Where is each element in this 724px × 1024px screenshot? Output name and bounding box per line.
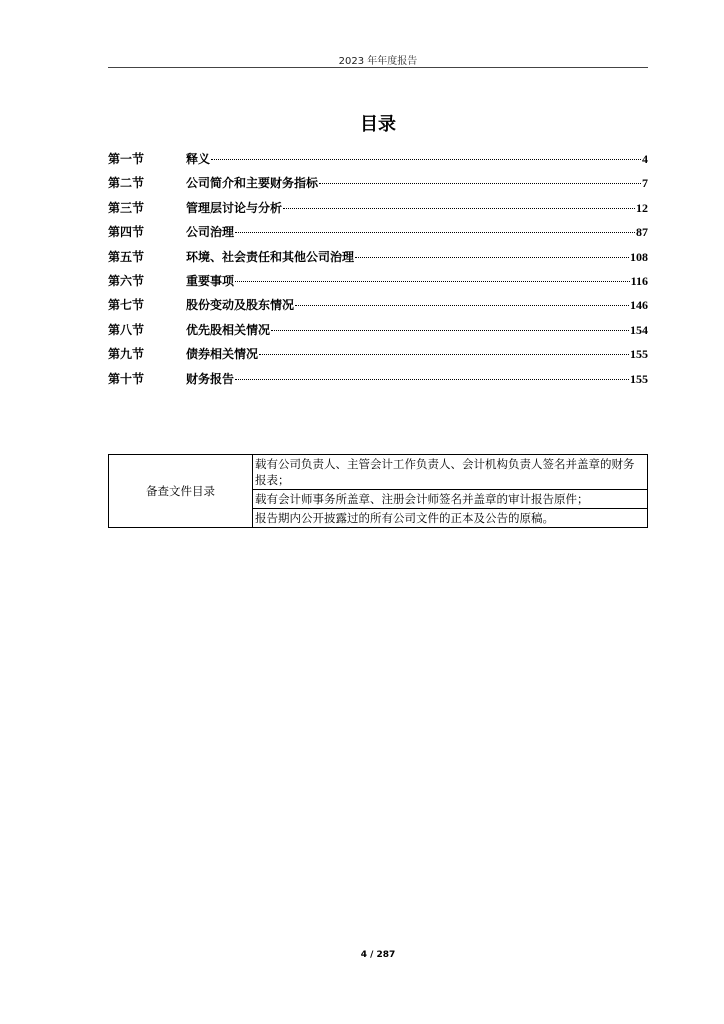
toc-section-number: 第五节 bbox=[108, 249, 145, 264]
toc-link[interactable] bbox=[186, 150, 648, 167]
toc-page-number: 4 bbox=[642, 152, 648, 166]
toc-page-number: 146 bbox=[630, 298, 648, 313]
toc-link[interactable] bbox=[186, 174, 648, 191]
toc-link[interactable] bbox=[186, 223, 648, 240]
toc-entry-title: 债券相关情况 bbox=[186, 347, 259, 362]
toc-entry-title: 管理层讨论与分析 bbox=[186, 200, 283, 215]
toc-entry-title: 重要事项 bbox=[186, 273, 235, 288]
toc-page-number: 155 bbox=[630, 371, 648, 386]
header-divider bbox=[108, 67, 648, 68]
toc-row bbox=[108, 150, 648, 174]
toc-title: 目录 bbox=[360, 114, 396, 135]
toc-entry-title: 环境、社会责任和其他公司治理 bbox=[186, 249, 355, 264]
page-number-footer: 4 / 287 bbox=[360, 950, 396, 960]
reference-document-item: 载有会计师事务所盖章、注册会计师签名并盖章的审计报告原件； bbox=[253, 490, 648, 509]
page-header: 2023 年年度报告 bbox=[338, 56, 418, 67]
toc-dot-leader bbox=[235, 379, 629, 380]
toc-dot-leader bbox=[235, 281, 630, 282]
toc-section-number: 第一节 bbox=[108, 152, 145, 166]
toc-dot-leader bbox=[271, 330, 629, 331]
toc-dot-leader bbox=[259, 354, 629, 355]
toc-section-number: 第六节 bbox=[108, 273, 145, 288]
toc-section-number: 第九节 bbox=[108, 347, 145, 362]
toc-page-number: 155 bbox=[630, 347, 648, 362]
toc-row bbox=[108, 199, 648, 223]
toc-entry-title: 公司治理 bbox=[186, 225, 235, 240]
toc-row bbox=[108, 296, 648, 320]
toc-page-number: 108 bbox=[630, 249, 648, 264]
toc-entry-title: 公司简介和主要财务指标 bbox=[186, 176, 319, 191]
table-row bbox=[109, 455, 648, 490]
toc-dot-leader bbox=[319, 183, 641, 184]
toc-link[interactable] bbox=[186, 272, 648, 289]
toc-entry-title: 优先股相关情况 bbox=[186, 322, 271, 337]
toc-section-number: 第三节 bbox=[108, 200, 145, 215]
toc-dot-leader bbox=[295, 305, 629, 306]
toc-dot-leader bbox=[235, 232, 635, 233]
toc-link[interactable] bbox=[186, 321, 648, 338]
toc-row bbox=[108, 345, 648, 369]
toc-dot-leader bbox=[211, 159, 641, 160]
toc-page-number: 7 bbox=[642, 176, 648, 191]
toc-row bbox=[108, 370, 648, 394]
toc-row bbox=[108, 174, 648, 198]
toc-link[interactable] bbox=[186, 345, 648, 362]
reference-documents-heading: 备查文件目录 bbox=[109, 455, 253, 528]
toc-dot-leader bbox=[355, 257, 629, 258]
toc-link[interactable] bbox=[186, 199, 648, 216]
toc-entry-title: 释义 bbox=[186, 152, 211, 166]
toc-row bbox=[108, 321, 648, 345]
toc-page-number: 154 bbox=[630, 322, 648, 337]
toc-section-number: 第七节 bbox=[108, 298, 145, 313]
toc-row bbox=[108, 248, 648, 272]
toc-link[interactable] bbox=[186, 296, 648, 313]
toc-link[interactable] bbox=[186, 370, 648, 387]
toc-page-number: 12 bbox=[636, 200, 648, 215]
toc-row bbox=[108, 223, 648, 247]
toc-page-number: 87 bbox=[636, 225, 648, 240]
toc-section-number: 第十节 bbox=[108, 371, 145, 386]
toc-entry-title: 股份变动及股东情况 bbox=[186, 298, 295, 313]
toc-link[interactable] bbox=[186, 248, 648, 265]
reference-document-item: 载有公司负责人、主管会计工作负责人、会计机构负责人签名并盖章的财务报表； bbox=[253, 455, 648, 490]
toc-section-number: 第二节 bbox=[108, 176, 145, 191]
toc-dot-leader bbox=[283, 208, 635, 209]
reference-documents-table bbox=[108, 454, 648, 528]
toc-entry-title: 财务报告 bbox=[186, 371, 235, 386]
table-of-contents bbox=[108, 150, 648, 394]
toc-section-number: 第四节 bbox=[108, 225, 145, 240]
toc-row bbox=[108, 272, 648, 296]
toc-section-number: 第八节 bbox=[108, 322, 145, 337]
toc-page-number: 116 bbox=[630, 273, 648, 288]
reference-document-item: 报告期内公开披露过的所有公司文件的正本及公告的原稿。 bbox=[253, 509, 648, 528]
